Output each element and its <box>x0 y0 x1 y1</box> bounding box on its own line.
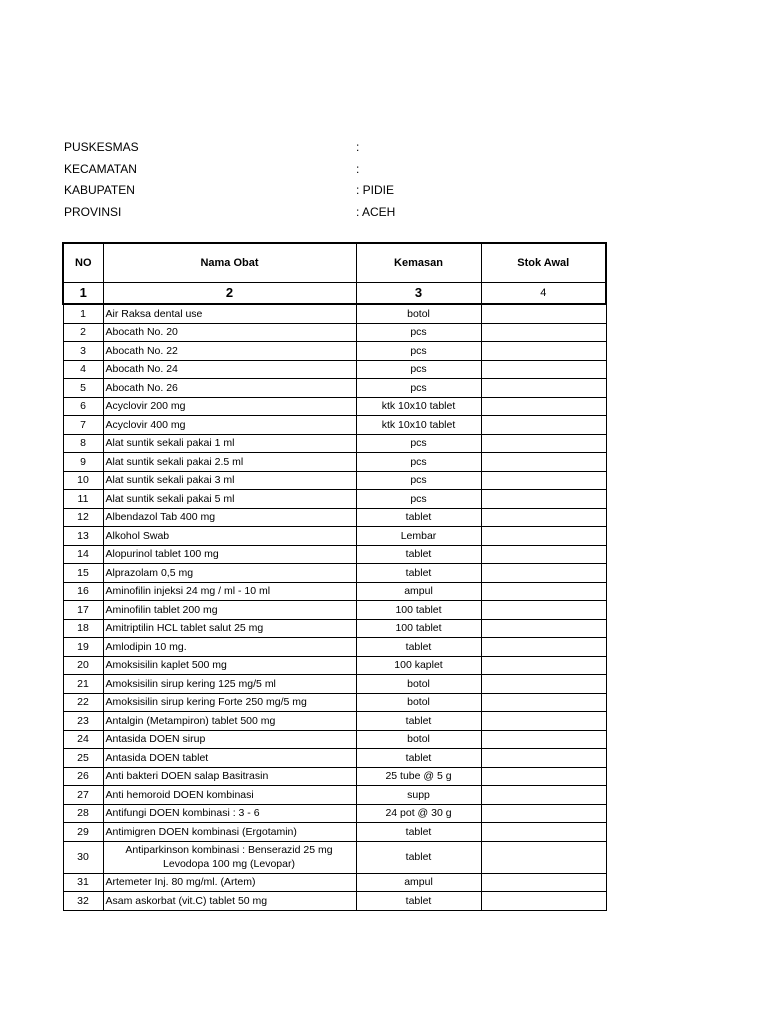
cell-stok-awal <box>481 601 606 620</box>
cell-nama-obat: Alat suntik sekali pakai 1 ml <box>103 434 356 453</box>
cell-stok-awal <box>481 749 606 768</box>
cell-kemasan: botol <box>356 304 481 323</box>
info-value: : PIDIE <box>356 183 395 197</box>
cell-nama-obat: Antasida DOEN sirup <box>103 730 356 749</box>
cell-stok-awal <box>481 638 606 657</box>
cell-no: 11 <box>63 490 103 509</box>
cell-kemasan: tablet <box>356 749 481 768</box>
table-row <box>63 490 606 509</box>
cell-nama-obat <box>103 841 356 873</box>
col-number: 3 <box>356 283 481 305</box>
table-row <box>63 892 606 911</box>
cell-nama-obat: Acyclovir 200 mg <box>103 397 356 416</box>
cell-no: 8 <box>63 434 103 453</box>
table-row <box>63 434 606 453</box>
table-row <box>63 453 606 472</box>
cell-nama-obat: Antimigren DOEN kombinasi (Ergotamin) <box>103 823 356 842</box>
cell-nama-line: Levodopa 100 mg (Levopar) <box>163 858 295 870</box>
cell-stok-awal <box>481 323 606 342</box>
cell-stok-awal <box>481 527 606 546</box>
cell-kemasan: pcs <box>356 453 481 472</box>
cell-kemasan: tablet <box>356 823 481 842</box>
cell-no: 13 <box>63 527 103 546</box>
cell-kemasan: 100 tablet <box>356 601 481 620</box>
table-row <box>63 712 606 731</box>
cell-no: 24 <box>63 730 103 749</box>
cell-kemasan: 24 pot @ 30 g <box>356 804 481 823</box>
header-kemasan: Kemasan <box>356 243 481 283</box>
cell-nama-obat: Amoksisilin sirup kering 125 mg/5 ml <box>103 675 356 694</box>
info-label: PUSKESMAS <box>64 140 139 154</box>
cell-stok-awal <box>481 545 606 564</box>
cell-stok-awal <box>481 619 606 638</box>
table-row <box>63 730 606 749</box>
cell-stok-awal <box>481 490 606 509</box>
cell-nama-obat: Air Raksa dental use <box>103 304 356 323</box>
cell-no: 20 <box>63 656 103 675</box>
cell-stok-awal <box>481 453 606 472</box>
cell-stok-awal <box>481 786 606 805</box>
table-row <box>63 545 606 564</box>
cell-no: 32 <box>63 892 103 911</box>
cell-nama-obat: Alat suntik sekali pakai 3 ml <box>103 471 356 490</box>
cell-stok-awal <box>481 841 606 873</box>
cell-nama-obat: Amlodipin 10 mg. <box>103 638 356 657</box>
table-row <box>63 619 606 638</box>
table-row <box>63 397 606 416</box>
cell-stok-awal <box>481 712 606 731</box>
cell-no: 7 <box>63 416 103 435</box>
cell-kemasan: Lembar <box>356 527 481 546</box>
cell-kemasan: pcs <box>356 360 481 379</box>
cell-stok-awal <box>481 730 606 749</box>
cell-no: 16 <box>63 582 103 601</box>
cell-stok-awal <box>481 873 606 892</box>
cell-kemasan: ktk 10x10 tablet <box>356 397 481 416</box>
cell-stok-awal <box>481 434 606 453</box>
cell-nama-obat: Amitriptilin HCL tablet salut 25 mg <box>103 619 356 638</box>
header-stok-awal: Stok Awal <box>481 243 606 283</box>
info-value: : <box>356 161 360 176</box>
cell-nama-line: Antiparkinson kombinasi : Benserazid 25 mg <box>125 844 333 856</box>
cell-nama-obat: Alat suntik sekali pakai 5 ml <box>103 490 356 509</box>
cell-stok-awal <box>481 416 606 435</box>
cell-nama-obat: Alprazolam 0,5 mg <box>103 564 356 583</box>
table-row <box>63 638 606 657</box>
cell-stok-awal <box>481 379 606 398</box>
cell-nama-obat: Aminofilin injeksi 24 mg / ml - 10 ml <box>103 582 356 601</box>
cell-no: 15 <box>63 564 103 583</box>
cell-kemasan: pcs <box>356 379 481 398</box>
cell-nama-obat: Aminofilin tablet 200 mg <box>103 601 356 620</box>
cell-no: 19 <box>63 638 103 657</box>
table-row <box>63 786 606 805</box>
table-row <box>63 693 606 712</box>
cell-no: 14 <box>63 545 103 564</box>
table-row <box>63 804 606 823</box>
cell-no: 2 <box>63 323 103 342</box>
cell-nama-obat: Albendazol Tab 400 mg <box>103 508 356 527</box>
table-row <box>63 416 606 435</box>
cell-no: 3 <box>63 342 103 361</box>
cell-kemasan: tablet <box>356 564 481 583</box>
cell-kemasan: ktk 10x10 tablet <box>356 416 481 435</box>
col-number: 4 <box>481 283 606 305</box>
header-info <box>64 140 464 226</box>
table-row <box>63 304 606 323</box>
cell-no: 9 <box>63 453 103 472</box>
info-row <box>64 205 464 227</box>
cell-no: 21 <box>63 675 103 694</box>
info-row <box>64 162 464 184</box>
cell-stok-awal <box>481 823 606 842</box>
cell-nama-obat: Abocath No. 24 <box>103 360 356 379</box>
cell-kemasan: supp <box>356 786 481 805</box>
cell-kemasan: 100 kaplet <box>356 656 481 675</box>
cell-no: 5 <box>63 379 103 398</box>
cell-no: 18 <box>63 619 103 638</box>
table-row <box>63 508 606 527</box>
cell-kemasan: 100 tablet <box>356 619 481 638</box>
cell-nama-obat: Abocath No. 26 <box>103 379 356 398</box>
header-nama-obat: Nama Obat <box>103 243 356 283</box>
header-no: NO <box>63 243 103 283</box>
cell-kemasan: pcs <box>356 471 481 490</box>
cell-no: 17 <box>63 601 103 620</box>
cell-no: 23 <box>63 712 103 731</box>
table-header-row <box>63 243 606 283</box>
table-row <box>63 823 606 842</box>
cell-stok-awal <box>481 397 606 416</box>
drug-stock-table <box>62 242 607 911</box>
col-number: 2 <box>103 283 356 305</box>
cell-nama-obat: Amoksisilin kaplet 500 mg <box>103 656 356 675</box>
cell-nama-obat: Anti bakteri DOEN salap Basitrasin <box>103 767 356 786</box>
cell-no: 30 <box>63 841 103 873</box>
cell-stok-awal <box>481 656 606 675</box>
table-row <box>63 749 606 768</box>
cell-kemasan: ampul <box>356 582 481 601</box>
cell-kemasan: pcs <box>356 434 481 453</box>
col-number: 1 <box>63 283 103 305</box>
info-row <box>64 183 464 205</box>
table-row <box>63 342 606 361</box>
table-row <box>63 582 606 601</box>
info-value: : ACEH <box>356 204 396 219</box>
cell-stok-awal <box>481 693 606 712</box>
table-row <box>63 873 606 892</box>
cell-nama-obat: Antifungi DOEN kombinasi : 3 - 6 <box>103 804 356 823</box>
cell-stok-awal <box>481 675 606 694</box>
cell-nama-obat: Alat suntik sekali pakai 2.5 ml <box>103 453 356 472</box>
cell-kemasan: botol <box>356 675 481 694</box>
info-row <box>64 140 464 162</box>
cell-kemasan: tablet <box>356 638 481 657</box>
cell-kemasan: ampul <box>356 873 481 892</box>
info-label: KABUPATEN <box>64 183 135 197</box>
cell-kemasan: pcs <box>356 490 481 509</box>
table-row <box>63 564 606 583</box>
table-row <box>63 601 606 620</box>
cell-no: 28 <box>63 804 103 823</box>
cell-kemasan: tablet <box>356 545 481 564</box>
cell-nama-obat: Abocath No. 20 <box>103 323 356 342</box>
cell-nama-obat: Abocath No. 22 <box>103 342 356 361</box>
cell-nama-obat: Anti hemoroid DOEN kombinasi <box>103 786 356 805</box>
cell-kemasan: 25 tube @ 5 g <box>356 767 481 786</box>
cell-nama-obat: Antalgin (Metampiron) tablet 500 mg <box>103 712 356 731</box>
cell-stok-awal <box>481 767 606 786</box>
cell-no: 26 <box>63 767 103 786</box>
cell-no: 12 <box>63 508 103 527</box>
cell-kemasan: tablet <box>356 712 481 731</box>
table-row <box>63 527 606 546</box>
table-row <box>63 471 606 490</box>
cell-nama-obat: Alopurinol tablet 100 mg <box>103 545 356 564</box>
cell-stok-awal <box>481 804 606 823</box>
cell-kemasan: tablet <box>356 841 481 873</box>
cell-stok-awal <box>481 564 606 583</box>
table-row <box>63 360 606 379</box>
table-row <box>63 379 606 398</box>
cell-nama-obat: Artemeter Inj. 80 mg/ml. (Artem) <box>103 873 356 892</box>
table-row <box>63 767 606 786</box>
info-label: PROVINSI <box>64 204 122 219</box>
cell-nama-obat: Antasida DOEN tablet <box>103 749 356 768</box>
table-row <box>63 675 606 694</box>
table-row <box>63 323 606 342</box>
cell-kemasan: pcs <box>356 323 481 342</box>
info-label: KECAMATAN <box>64 161 137 176</box>
cell-no: 27 <box>63 786 103 805</box>
cell-stok-awal <box>481 304 606 323</box>
cell-stok-awal <box>481 342 606 361</box>
column-number-row <box>63 283 606 305</box>
cell-kemasan: pcs <box>356 342 481 361</box>
cell-no: 6 <box>63 397 103 416</box>
cell-nama-obat: Asam askorbat (vit.C) tablet 50 mg <box>103 892 356 911</box>
info-value: : <box>356 140 360 154</box>
table-row <box>63 841 606 873</box>
cell-stok-awal <box>481 582 606 601</box>
cell-no: 31 <box>63 873 103 892</box>
cell-stok-awal <box>481 471 606 490</box>
cell-nama-obat: Alkohol Swab <box>103 527 356 546</box>
table-row <box>63 656 606 675</box>
cell-no: 22 <box>63 693 103 712</box>
cell-no: 10 <box>63 471 103 490</box>
cell-no: 4 <box>63 360 103 379</box>
cell-no: 29 <box>63 823 103 842</box>
cell-nama-obat: Acyclovir 400 mg <box>103 416 356 435</box>
cell-no: 25 <box>63 749 103 768</box>
cell-no: 1 <box>63 304 103 323</box>
cell-nama-obat: Amoksisilin sirup kering Forte 250 mg/5 mg <box>103 693 356 712</box>
cell-stok-awal <box>481 892 606 911</box>
cell-kemasan: botol <box>356 693 481 712</box>
cell-kemasan: tablet <box>356 508 481 527</box>
cell-stok-awal <box>481 360 606 379</box>
cell-kemasan: tablet <box>356 892 481 911</box>
cell-stok-awal <box>481 508 606 527</box>
cell-kemasan: botol <box>356 730 481 749</box>
